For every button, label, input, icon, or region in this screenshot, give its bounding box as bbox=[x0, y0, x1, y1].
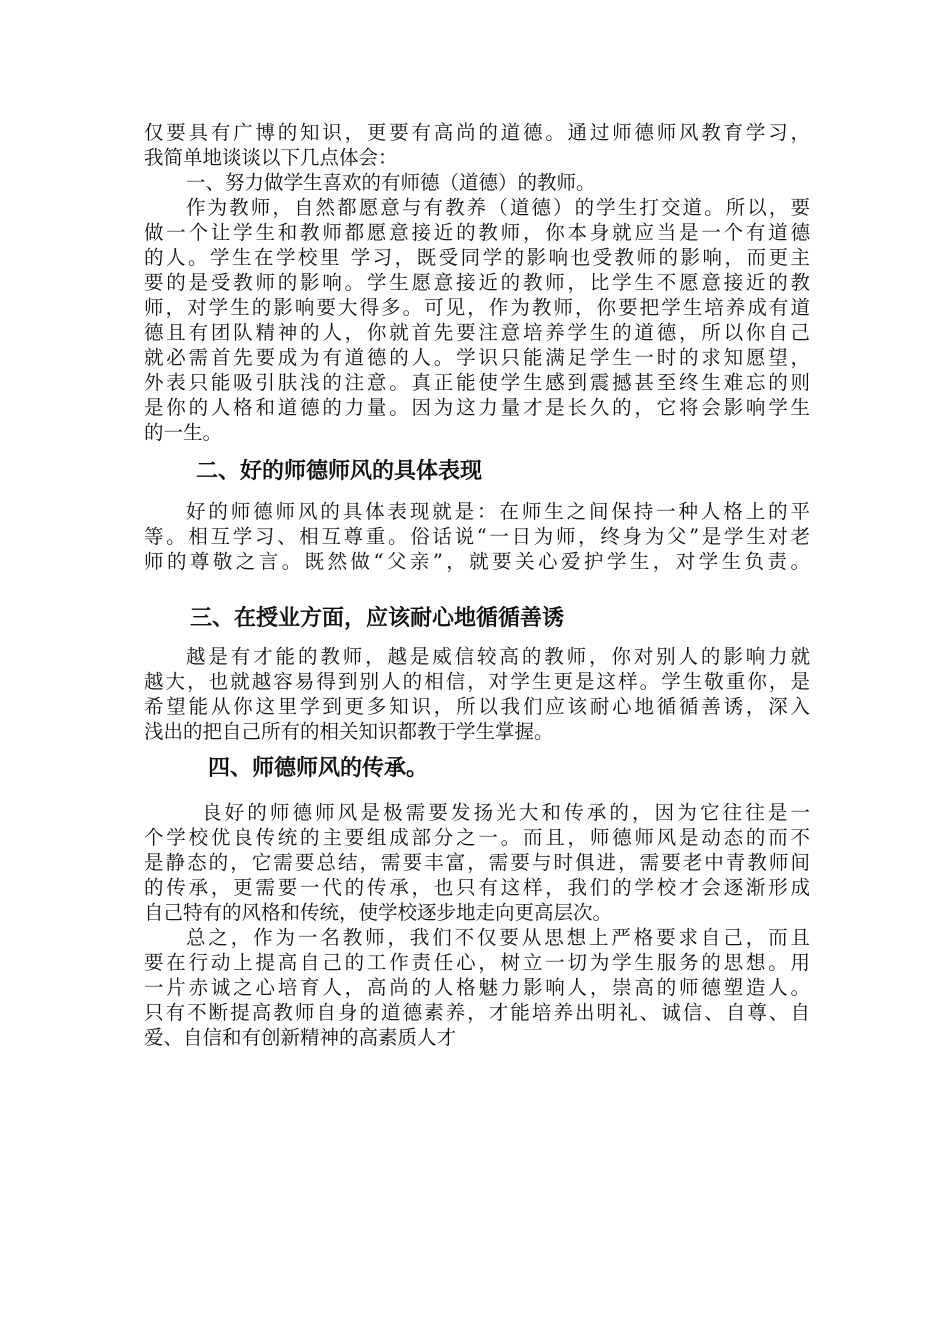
section-1-title: 一、努力做学生喜欢的有师德（道德）的教师。 bbox=[186, 171, 596, 194]
text-line: 浅出的把自己所有的相关知识都教于学生掌握。 bbox=[144, 720, 554, 743]
text-line: 我简单地谈谈以下几点体会： bbox=[144, 146, 398, 169]
section-3-paragraph bbox=[144, 644, 810, 744]
text-line: 越大，也就越容易得到别人的相信，对学生更是这样。学生敬重你，是 bbox=[144, 670, 810, 693]
section-4-paragraph bbox=[144, 800, 810, 925]
text-line: 只有不断提高教师自身的道德素养，才能培养出明礼、诚信、自尊、自 bbox=[144, 1001, 810, 1024]
text-line: 总之，作为一名教师，我们不仅要从思想上严格要求自己，而且 bbox=[186, 926, 810, 949]
text-line: 等。相互学习、相互尊重。俗话说“一日为师，终身为父”是学生对老 bbox=[144, 525, 810, 548]
text-line: 是你的人格和道德的力量。因为这力量才是长久的，它将会影响学生 bbox=[144, 396, 810, 419]
text-line: 作为教师，自然都愿意与有教养（道德）的学生打交道。所以，要 bbox=[186, 196, 810, 219]
conclusion-paragraph bbox=[144, 925, 810, 1050]
section-3-heading: 三、在授业方面，应该耐心地循循善诱 bbox=[190, 606, 565, 631]
text-line: 师，对学生的影响要大得多。可见，作为教师，你要把学生培养成有道 bbox=[144, 296, 810, 319]
section-4-heading: 四、师德师风的传承。 bbox=[208, 756, 429, 781]
text-line: 的人。学生在学校里 学习，既受同学的影响也受教师的影响，而更主 bbox=[144, 246, 810, 269]
text-line: 就必需首先要成为有道德的人。学识只能满足学生一时的求知愿望， bbox=[144, 346, 810, 369]
text-line: 要的是受教师的影响。学生愿意接近的教师，比学生不愿意接近的教 bbox=[144, 271, 810, 294]
text-line: 希望能从你这里学到更多知识，所以我们应该耐心地循循善诱，深入 bbox=[144, 695, 810, 718]
section-1-paragraph bbox=[144, 195, 810, 445]
text-line: 师的尊敬之言。既然做“父亲”，就要关心爱护学生，对学生负责。 bbox=[144, 550, 810, 573]
section-2-heading: 二、好的师德师风的具体表现 bbox=[196, 459, 483, 484]
section-2-paragraph bbox=[144, 499, 810, 574]
text-line: 爱、自信和有创新精神的高素质人才 bbox=[144, 1026, 457, 1049]
document-body bbox=[144, 120, 810, 1050]
text-line: 仅要具有广博的知识，更要有高尚的道德。通过师德师风教育学习， bbox=[144, 121, 810, 144]
intro-paragraph bbox=[144, 120, 810, 170]
text-line: 好的师德师风的具体表现就是：在师生之间保持一种人格上的平 bbox=[186, 500, 810, 523]
text-line: 德且有团队精神的人，你就首先要注意培养学生的道德，所以你自己 bbox=[144, 321, 810, 344]
text-line: 做一个让学生和教师都愿意接近的教师，你本身就应当是一个有道德 bbox=[144, 221, 810, 244]
text-line: 是静态的，它需要总结，需要丰富，需要与时俱进，需要老中青教师间 bbox=[144, 851, 810, 874]
text-line: 要在行动上提高自己的工作责任心，树立一切为学生服务的思想。用 bbox=[144, 951, 810, 974]
text-line: 自己特有的风格和传统，使学校逐步地走向更高层次。 bbox=[144, 901, 613, 924]
text-line: 的一生。 bbox=[144, 421, 223, 444]
text-line: 的传承，更需要一代的传承，也只有这样，我们的学校才会逐渐形成 bbox=[144, 876, 810, 899]
text-line: 个学校优良传统的主要组成部分之一。而且，师德师风是动态的而不 bbox=[144, 826, 810, 849]
text-line: 一片赤诚之心培育人，高尚的人格魅力影响人，崇高的师德塑造人。 bbox=[144, 976, 810, 999]
text-line: 越是有才能的教师，越是威信较高的教师，你对别人的影响力就 bbox=[186, 645, 810, 668]
text-line: 良好的师德师风是极需要发扬光大和传承的，因为它往往是一 bbox=[202, 801, 810, 824]
text-line: 外表只能吸引肤浅的注意。真正能使学生感到震撼甚至终生难忘的则 bbox=[144, 371, 810, 394]
